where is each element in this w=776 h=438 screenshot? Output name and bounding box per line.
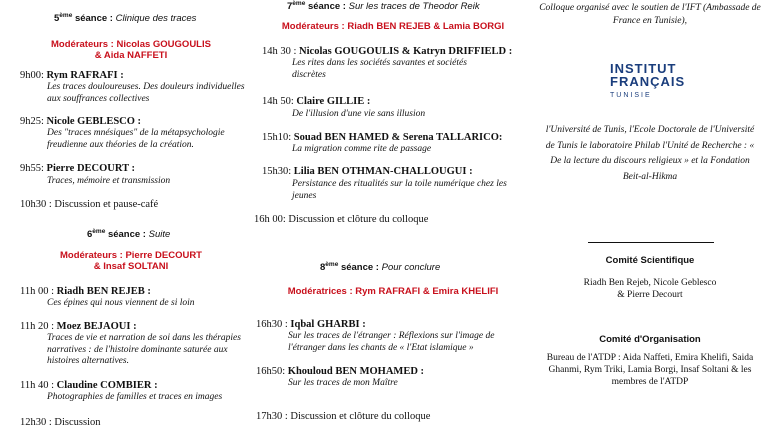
scientific-committee-title: Comité Scientifique [605, 255, 695, 266]
talk-11h40: 11h 40 : Claudine COMBIER : [20, 380, 158, 391]
closing-17h30: 17h30 : Discussion et clôture du colloque [256, 411, 431, 422]
talk-11h20: 11h 20 : Moez BEJAOUI : [20, 321, 137, 332]
talk-15h10: 15h10: Souad BEN HAMED & Serena TALLARICO: [262, 132, 503, 143]
institut-francais-logo: INSTITUT FRANÇAIS TUNISIE [610, 61, 686, 99]
talk-9h25: 9h25: Nicole GEBLESCO : [20, 116, 142, 127]
talk-9h25-title: Des "traces mnésiques" de la métapsychologie freudienne aux théories de la création. [47, 128, 225, 150]
talk-16h30-title: Sur les traces de l'étranger : Réflexions sur l'image de l'étranger dans les chants de « l'Etat islamique » [288, 331, 495, 353]
talk-14h30-title: Les rites dans les sociétés savantes et sociétés discrètes [292, 58, 467, 80]
partners-list: l'Université de Tunis, l'Ecole Doctorale de l'Université de Tunis le laboratoire Philab l'Unité de Recherche : « De la lecture du discours religieux » et la Fondation Beit-al-Hikma [545, 125, 755, 182]
organizing-committee-title: Comité d'Organisation [599, 334, 701, 345]
talk-11h00-title: Ces épines qui nous viennent de si loin [47, 298, 195, 308]
talk-14h50: 14h 50: Claire GILLIE : [262, 96, 371, 107]
session-8-heading: 8ème séance : Pour conclure [320, 261, 441, 274]
talk-15h30-title: Persistance des ritualités sur la toile numérique chez les jeunes [292, 179, 507, 201]
talk-16h30: 16h30 : Iqbal GHARBI : [256, 319, 366, 330]
talk-11h40-title: Photographies de familles et traces en images [47, 392, 223, 402]
talk-16h50-title: Sur les traces de mon Maître [288, 378, 398, 388]
talk-9h00-title: Les traces douloureuses. Des douleurs individuelles aux souffrances collectives [47, 82, 245, 104]
session-8-moderators: Modératrices : Rym RAFRAFI & Emira KHELIFI [287, 286, 499, 297]
discussion-12h30: 12h30 : Discussion [20, 417, 101, 428]
scientific-committee-members: Riadh Ben Rejeb, Nicole Geblesco & Pierre Decourt [583, 278, 717, 300]
divider [588, 242, 714, 243]
session-7-heading: 7ème séance : Sur les traces de Theodor Reik [287, 0, 480, 13]
talk-16h50: 16h50: Khouloud BEN MOHAMED : [256, 366, 425, 377]
talk-14h50-title: De l'illusion d'une vie sans illusion [292, 109, 426, 119]
session-7-moderators: Modérateurs : Riadh BEN REJEB & Lamia BORGI [281, 21, 505, 32]
talk-9h00: 9h00: Rym RAFRAFI : [20, 70, 124, 81]
organizing-committee-members: Bureau de l'ATDP : Aida Naffeti, Emira Khelifi, Saida Ghanmi, Rym Triki, Lamia Borgi, Insaf Soltani & les membres de l'ATDP [546, 353, 754, 387]
break-10h30: 10h30 : Discussion et pause-café [20, 199, 159, 210]
support-note: Colloque organisé avec le soutien de l'IFT (Ambassade de France en Tunisie), [539, 3, 761, 26]
session-6-moderators: Modérateurs : Pierre DECOURT & Insaf SOLTANI [59, 250, 202, 272]
talk-11h00: 11h 00 : Riadh BEN REJEB : [20, 286, 151, 297]
talk-14h30: 14h 30 : Nicolas GOUGOULIS & Katryn DRIFFIELD : [262, 46, 513, 57]
talk-15h30: 15h30: Lilia BEN OTHMAN-CHALLOUGUI : [262, 166, 473, 177]
talk-11h20-title: Traces de vie et narration de soi dans les thérapies narratives : de l'histoire dominante saturée aux histoires alternatives. [47, 333, 241, 366]
closing-16h00: 16h 00: Discussion et clôture du colloque [254, 214, 429, 225]
talk-9h55-title: Traces, mémoire et transmission [47, 176, 171, 186]
session-6-heading: 6ème séance : Suite [87, 228, 171, 241]
session-5-heading: 5ème séance : Clinique des traces [54, 12, 197, 25]
talk-15h10-title: La migration comme rite de passage [292, 144, 432, 154]
session-5-moderators: Modérateurs : Nicolas GOUGOULIS & Aida NAFFETI [51, 39, 211, 61]
talk-9h55: 9h55: Pierre DECOURT : [20, 163, 136, 174]
